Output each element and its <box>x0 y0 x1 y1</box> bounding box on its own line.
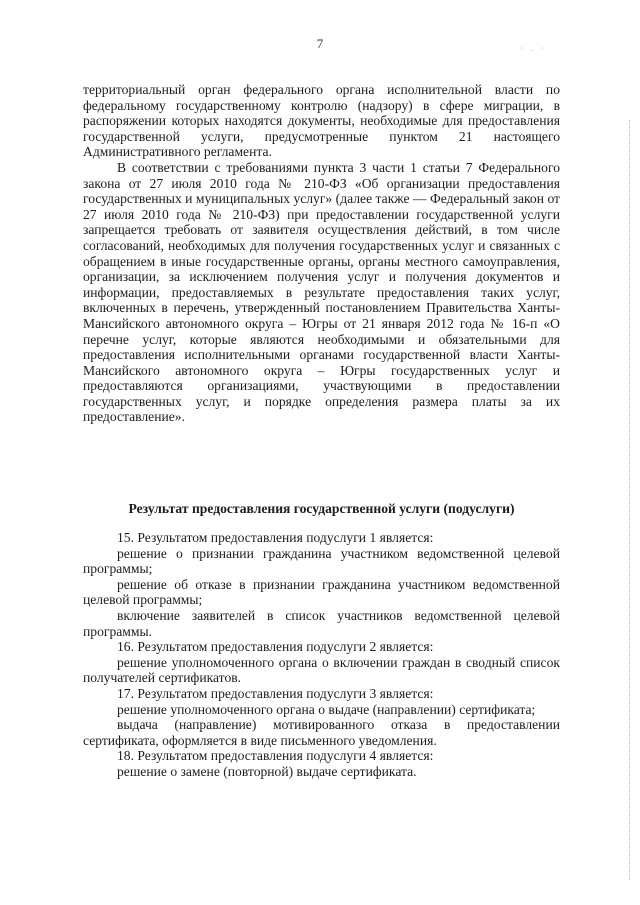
body-text-top <box>83 82 560 425</box>
paragraph: 18. Результатом предоставления подуслуги 4 является: <box>117 748 434 764</box>
paragraph: решение об отказе в признании гражданина участником ведомственной целевой программы; <box>83 576 560 608</box>
paragraph: В соответствии с требованиями пункта 3 части 1 статьи 7 Федерального закона от 27 июля 2010 года № 210-ФЗ «Об организации предоставления государственных и муниципальных услуг» (далее также — Федеральный закон от 27 июля 2010 года № 210-ФЗ) при предоставлении государственной услуги запрещается требовать от заявителя осуществления действий, в том числе согласований, необходимых для получения государственных услуг и связанных с обращением в иные государственные органы, органы местного самоуправления, организации, за исключением получения услуг и получения документов и информации, предоставляемых в результате предоставления таких услуг, включенных в перечень, утвержденный постановлением Правительства Ханты-Мансийского автономного округа – Югры от 21 января 2012 года № 16-п «О перечне услуг, которые являются необходимыми и обязательными для предоставления исполнительными органами государственной власти Ханты-Мансийского автономного округа – Югры государственных услуг и предоставляются организациями, участвующими в предоставлении государственных услуг, и порядке определения размера платы за их предоставление». <box>83 159 560 425</box>
body-text-result <box>83 530 560 780</box>
paragraph: 15. Результатом предоставления подуслуги 1 является: <box>117 530 434 545</box>
scan-edge-artifact <box>627 120 630 880</box>
paragraph: включение заявителей в список участников ведомственной целевой программы. <box>83 607 560 639</box>
scan-artifact: · . · <box>520 44 547 53</box>
paragraph: решение о замене (повторной) выдаче сертификата. <box>117 763 417 779</box>
paragraph: 16. Результатом предоставления подуслуги 2 является: <box>117 639 434 655</box>
paragraph: выдача (направление) мотивированного отказа в предоставлении сертификата, оформляется в виде письменного уведомления. <box>83 717 560 748</box>
paragraph: 17. Результатом предоставления подуслуги 3 является: <box>117 685 434 701</box>
paragraph: решение уполномоченного органа о выдаче (направлении) сертификата; <box>117 701 536 717</box>
paragraph: территориальный орган федерального органа исполнительной власти по федеральному государственному контролю (надзору) в сфере миграции, в распоряжении которых находятся документы, необходимые для предоставления государственной услуги, предусмотренные пунктом 21 настоящего Административного регламента. <box>83 82 560 160</box>
paragraph: решение уполномоченного органа о включении граждан в сводный список получателей сертификатов. <box>83 654 560 686</box>
paragraph: решение о признании гражданина участником ведомственной целевой программы; <box>83 545 560 577</box>
page-number: 7 <box>316 36 324 51</box>
section-heading: Результат предоставления государственной услуги (подуслуги) <box>128 501 515 516</box>
